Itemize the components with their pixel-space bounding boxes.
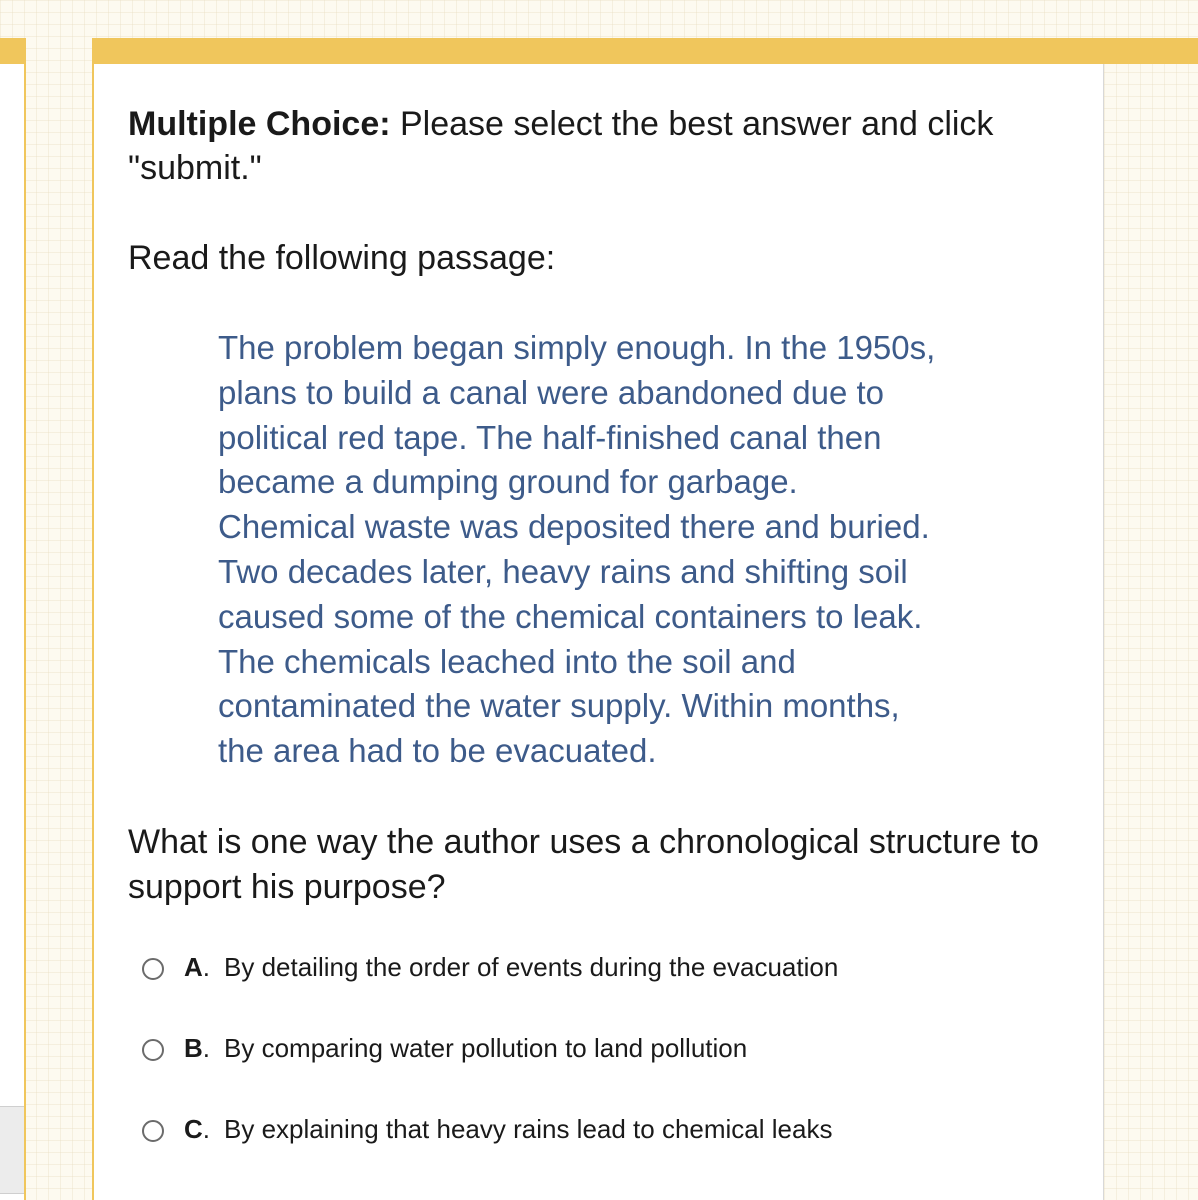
question-content [128,102,1088,1193]
question-prompt: What is one way the author uses a chronological structure to support his purpose? [128,822,1039,906]
option-letter: A [184,951,203,982]
left-panel-footer-block [0,1106,24,1194]
answer-option-a[interactable] [128,950,1088,1031]
passage [218,326,1018,774]
answer-option-c[interactable] [128,1112,1088,1193]
option-letter: C [184,1113,203,1144]
answer-option-b[interactable] [128,1031,1088,1112]
passage-line: political red tape. The half-finished canal then [218,418,882,456]
option-letter: B [184,1032,203,1063]
passage-line: the area had to be evacuated. [218,732,657,770]
option-text: By explaining that heavy rains lead to chemical leaks [224,1113,833,1144]
radio-button-b[interactable] [142,1039,164,1061]
left-panel-header-bar [0,38,24,64]
question-card-header-bar [92,38,1198,64]
question-card [92,38,1104,1200]
passage-lead-in: Read the following passage: [128,239,556,277]
option-letter-dot: . [202,951,211,982]
passage-line: contaminated the water supply. Within months, [218,687,900,725]
passage-line: plans to build a canal were abandoned due to [218,373,885,411]
passage-line: Two decades later, heavy rains and shifting soil [218,552,908,590]
option-letter-dot: . [202,1113,211,1144]
answer-options [128,950,1088,1193]
passage-line: The chemicals leached into the soil and [218,642,796,680]
option-text: By detailing the order of events during the evacuation [224,951,839,982]
radio-button-c[interactable] [142,1120,164,1142]
option-text: By comparing water pollution to land pollution [224,1032,748,1063]
left-side-panel [0,38,26,1200]
passage-line: The problem began simply enough. In the 1950s, [218,329,936,366]
option-letter-dot: . [202,1032,211,1063]
passage-line: Chemical waste was deposited there and buried. [218,508,930,546]
instructions-text: Please select the best answer and click "submit." [128,105,994,187]
instructions [128,102,1088,190]
passage-line: became a dumping ground for garbage. [218,463,798,501]
instructions-label: Multiple Choice: [128,105,391,143]
radio-button-a[interactable] [142,958,164,980]
passage-line: caused some of the chemical containers to leak. [218,597,923,635]
